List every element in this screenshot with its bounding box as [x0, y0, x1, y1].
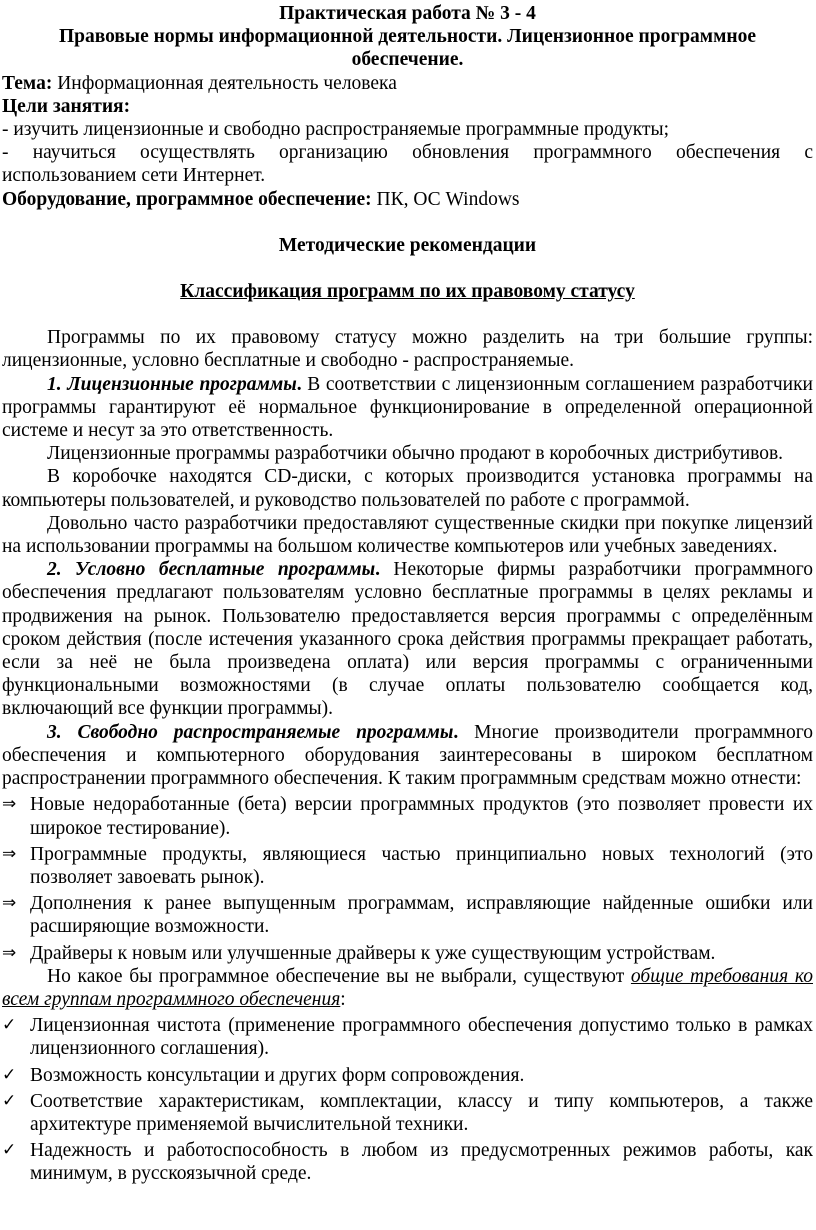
document-header: [2, 2, 813, 72]
arrow-icon: ⇒: [2, 942, 17, 963]
document-title: Практическая работа № 3 - 4: [279, 3, 536, 24]
freeware-heading-dot: .: [453, 721, 459, 743]
list-item: [2, 843, 813, 889]
requirements-list: [2, 1014, 813, 1185]
freeware-heading: 3. Свободно распространяемые программы: [47, 721, 454, 743]
equipment-value: ПК, ОС Windows: [371, 188, 520, 210]
list-item-text: Лицензионная чистота (применение программного обеспечения допустимо только в рамках лицензионного соглашения).: [30, 1015, 813, 1060]
shareware-heading-dot: .: [375, 559, 380, 581]
check-icon: ✓: [2, 1064, 17, 1085]
goals-label: Цели занятия:: [2, 95, 131, 117]
section-heading-recommendations: Методические рекомендации: [278, 234, 537, 256]
document-subtitle: Правовые нормы информационной деятельности. Лицензионное программное обеспечение.: [58, 26, 757, 71]
requirements-colon: :: [340, 988, 346, 1010]
licensed-text: В соответствии с лицензионным соглашением разработчики программы гарантируют её нормальное функционирование в определенной операционной системе и несут за это ответственность.: [2, 373, 813, 442]
check-icon: ✓: [2, 1015, 17, 1036]
list-item: [2, 1090, 813, 1136]
equipment-line: [2, 188, 813, 211]
licensed-paragraph-4: Довольно часто разработчики предоставляют существенные скидки при покупке лицензий на использовании программы на большом количестве компьютеров или учебных заведениях.: [2, 512, 813, 558]
licensed-paragraph-3: В коробочке находятся CD-диски, с которых производится установка программы на компьютеры пользователей, и руководство пользователей по работе с программой.: [2, 466, 813, 511]
shareware-heading: 2. Условно бесплатные программы: [47, 559, 376, 581]
list-item-text: Дополнения к ранее выпущенным программам, исправляющие найденные ошибки или расширяющие возможности.: [30, 893, 813, 938]
freeware-paragraph: [2, 721, 813, 791]
list-item-text: Драйверы к новым или улучшенные драйверы к уже существующим устройствам.: [30, 942, 716, 964]
freeware-examples-list: [2, 793, 813, 964]
list-item-text: Возможность консультации и других форм сопровождения.: [30, 1064, 525, 1086]
requirements-text: Но какое бы программное обеспечение вы не выбрали, существуют: [47, 965, 631, 987]
requirements-intro: [2, 965, 813, 1011]
list-item: [2, 1139, 813, 1185]
topic-label: Тема:: [2, 72, 53, 94]
arrow-icon: ⇒: [2, 794, 17, 815]
licensed-paragraph-2: Лицензионные программы разработчики обычно продают в коробочных дистрибутивов.: [47, 443, 784, 465]
licensed-heading: 1. Лицензионные программы: [47, 373, 297, 395]
shareware-text: Некоторые фирмы разработчики программного обеспечения предлагают пользователям условно бесплатные программы в целях рекламы и продвижения на рынок. Пользователю предоставляется версия программы с определённым сроком действия (после истечения указанного срока действия программы прекращает работать, если за неё не была произведена оплата) или версия программы с ограниченными функциональными возможностями (в случае оплаты пользователю сообщается код, включающий все функции программы).: [2, 559, 813, 720]
list-item-text: Надежность и работоспособность в любом из предусмотренных режимов работы, как минимум, в русскоязычной среде.: [30, 1140, 813, 1185]
list-item: [2, 1014, 813, 1060]
list-item: [2, 892, 813, 938]
shareware-paragraph: [2, 558, 813, 720]
arrow-icon: ⇒: [2, 843, 17, 864]
licensed-heading-dot: .: [296, 373, 302, 395]
topic-value: Информационная деятельность человека: [52, 72, 397, 94]
arrow-icon: ⇒: [2, 893, 17, 914]
list-item: [2, 1064, 813, 1087]
list-item-text: Новые недоработанные (бета) версии программных продуктов (это позволяет провести их широкое тестирование).: [30, 794, 813, 839]
equipment-label: Оборудование, программное обеспечение:: [2, 188, 372, 210]
check-icon: ✓: [2, 1090, 17, 1111]
list-item: [2, 793, 813, 839]
intro-paragraph: Программы по их правовому статусу можно разделить на три большие группы: лицензионные, условно бесплатные и свободно - распространяемые.: [2, 327, 813, 372]
freeware-text: Многие производители программного обеспечения и компьютерного оборудования заинтересованы в широком бесплатном распространении программного обеспечения. К таким программным средствам можно отнести:: [2, 721, 813, 790]
goal-item-2: - научиться осуществлять организацию обновления программного обеспечения с использованием сети Интернет.: [2, 142, 813, 187]
list-item-text: Программные продукты, являющиеся частью принципиально новых технологий (это позволяет завоевать рынок).: [30, 843, 813, 888]
list-item-text: Соответствие характеристикам, комплектации, классу и типу компьютеров, а также архитектуре применяемой вычислительной техники.: [30, 1090, 813, 1135]
check-icon: ✓: [2, 1140, 17, 1161]
licensed-paragraph: [2, 373, 813, 443]
goal-item-1: - изучить лицензионные и свободно распространяемые программные продукты;: [2, 119, 670, 141]
requirements-emphasis: общие требования ко всем группам программного обеспечения: [2, 965, 813, 1010]
topic-line: [2, 72, 813, 95]
section-heading-classification: Классификация программ по их правовому статусу: [180, 281, 635, 303]
list-item: [2, 942, 813, 965]
